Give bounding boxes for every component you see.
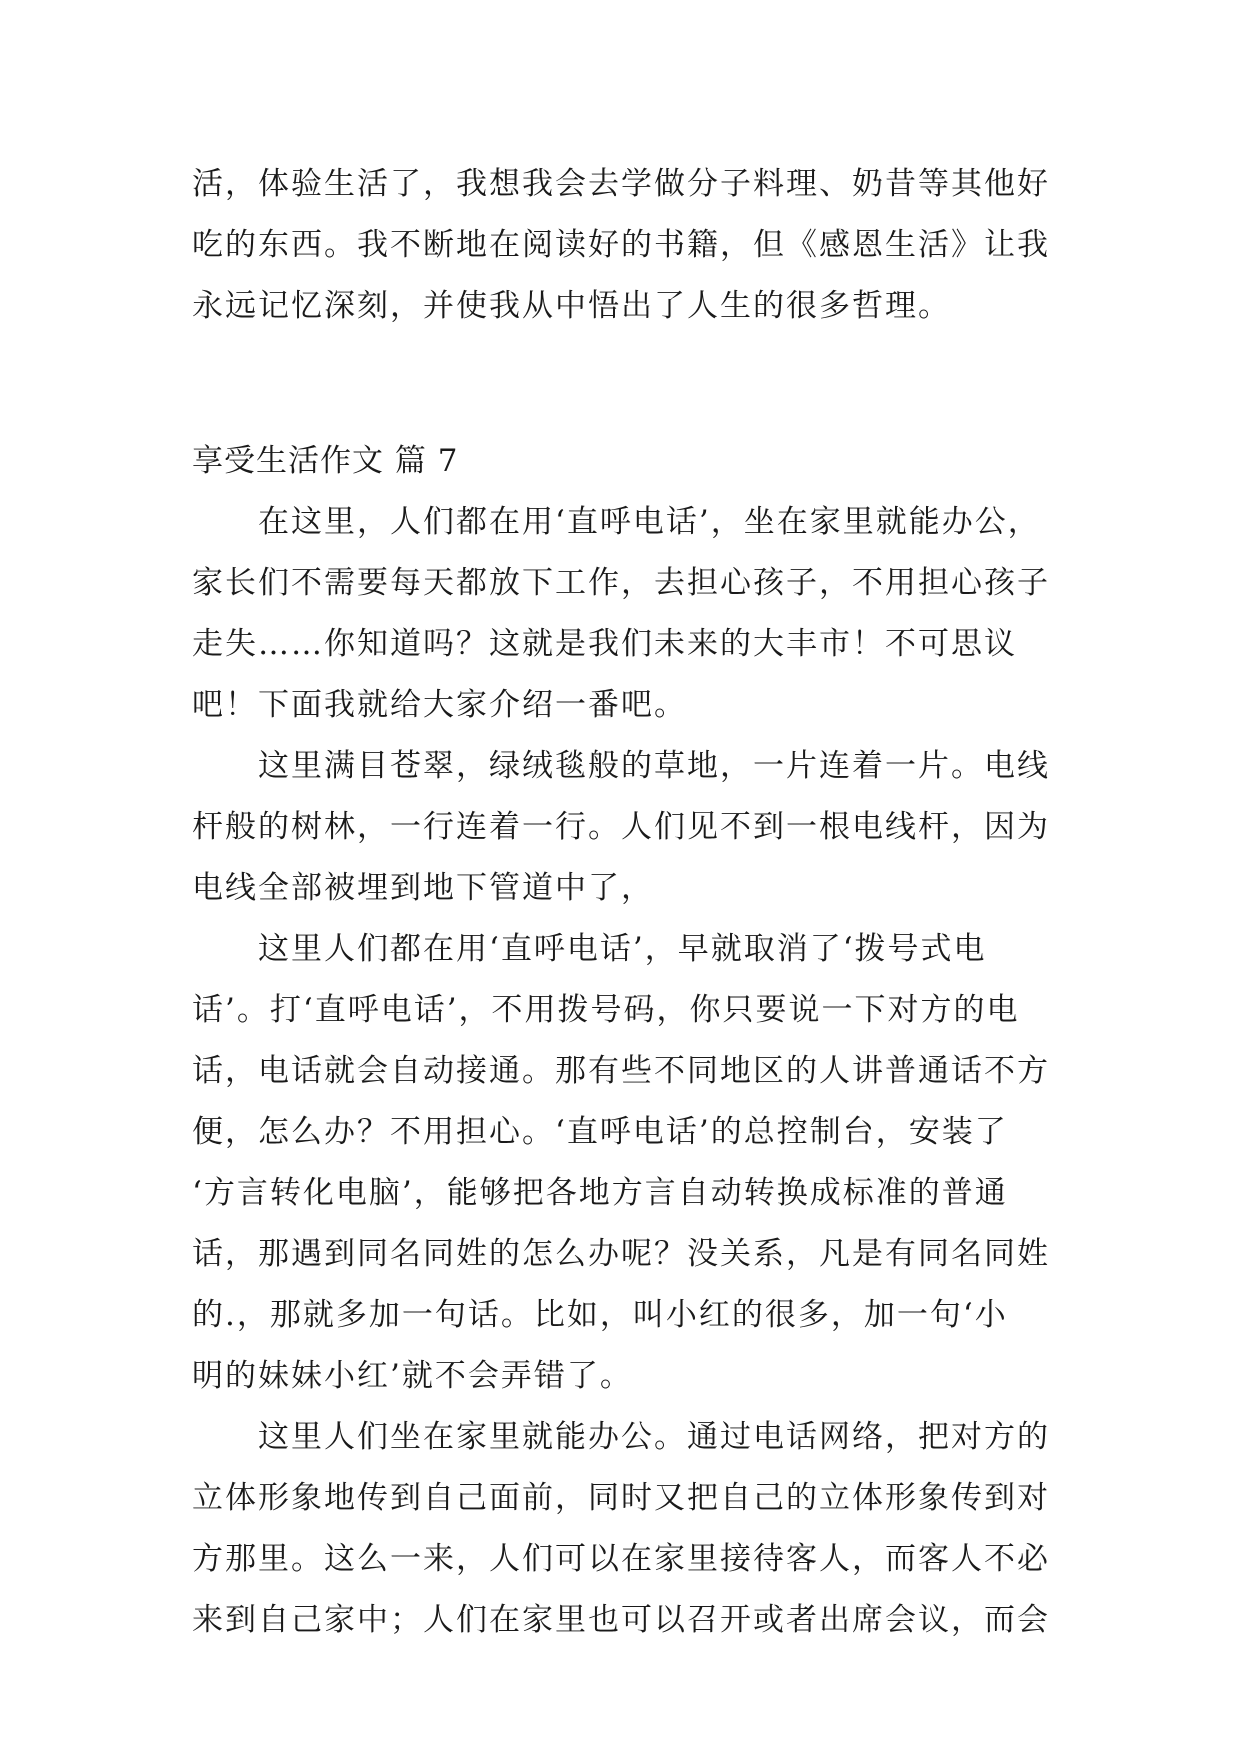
paragraph-line: 话’。打‘直呼电话’，不用拨号码，你只要说一下对方的电	[192, 992, 1020, 1028]
paragraph-1	[192, 492, 1052, 736]
paragraph-2	[192, 736, 1052, 919]
paragraph-line: 这里人们坐在家里就能办公。通过电话网络，把对方的	[258, 1419, 1050, 1455]
paragraph-line: 便，怎么办？不用担心。‘直呼电话’的总控制台，安装了	[192, 1114, 1008, 1150]
paragraph-line: 活，体验生活了，我想我会去学做分子料理、奶昔等其他好	[192, 166, 1050, 202]
paragraph-line: 吧！下面我就给大家介绍一番吧。	[192, 687, 687, 723]
paragraph-line: 话，电话就会自动接通。那有些不同地区的人讲普通话不方	[192, 1053, 1050, 1089]
paragraph-line: 的.，那就多加一句话。比如，叫小红的很多，加一句‘小	[192, 1297, 1008, 1333]
paragraph-line: 家长们不需要每天都放下工作，去担心孩子，不用担心孩子	[192, 565, 1050, 601]
paragraph-line: 话，那遇到同名同姓的怎么办呢？没关系，凡是有同名同姓	[192, 1236, 1050, 1272]
paragraph-line: 电线全部被埋到地下管道中了，	[192, 870, 654, 906]
paragraph-line: 永远记忆深刻，并使我从中悟出了人生的很多哲理。	[192, 288, 951, 324]
paragraph-line: 方那里。这么一来，人们可以在家里接待客人，而客人不必	[192, 1541, 1050, 1577]
document-body	[192, 154, 1052, 1651]
paragraph-line: 立体形象地传到自己面前，同时又把自己的立体形象传到对	[192, 1480, 1050, 1516]
paragraph-line: 明的妹妹小红’就不会弄错了。	[192, 1358, 633, 1394]
paragraph-line: 这里人们都在用‘直呼电话’，早就取消了‘拨号式电	[258, 931, 987, 967]
paragraph-line: 来到自己家中；人们在家里也可以召开或者出席会议，而会	[192, 1602, 1050, 1638]
paragraph-line: 吃的东西。我不断地在阅读好的书籍，但《感恩生活》让我	[192, 227, 1050, 263]
paragraph-3	[192, 919, 1052, 1407]
paragraph-4	[192, 1407, 1052, 1651]
intro-paragraph	[192, 154, 1052, 337]
paragraph-line: 走失……你知道吗？这就是我们未来的大丰市！不可思议	[192, 626, 1017, 662]
paragraph-line: ‘方言转化电脑’，能够把各地方言自动转换成标准的普通	[192, 1175, 1008, 1211]
paragraph-line: 杆般的树林，一行连着一行。人们见不到一根电线杆，因为	[192, 809, 1050, 845]
paragraph-line: 在这里，人们都在用‘直呼电话’，坐在家里就能办公，	[258, 504, 1041, 540]
paragraph-line: 这里满目苍翠，绿绒毯般的草地，一片连着一片。电线	[258, 748, 1050, 784]
section-spacer	[192, 337, 1052, 431]
section-heading: 享受生活作文 篇 7	[192, 443, 459, 479]
